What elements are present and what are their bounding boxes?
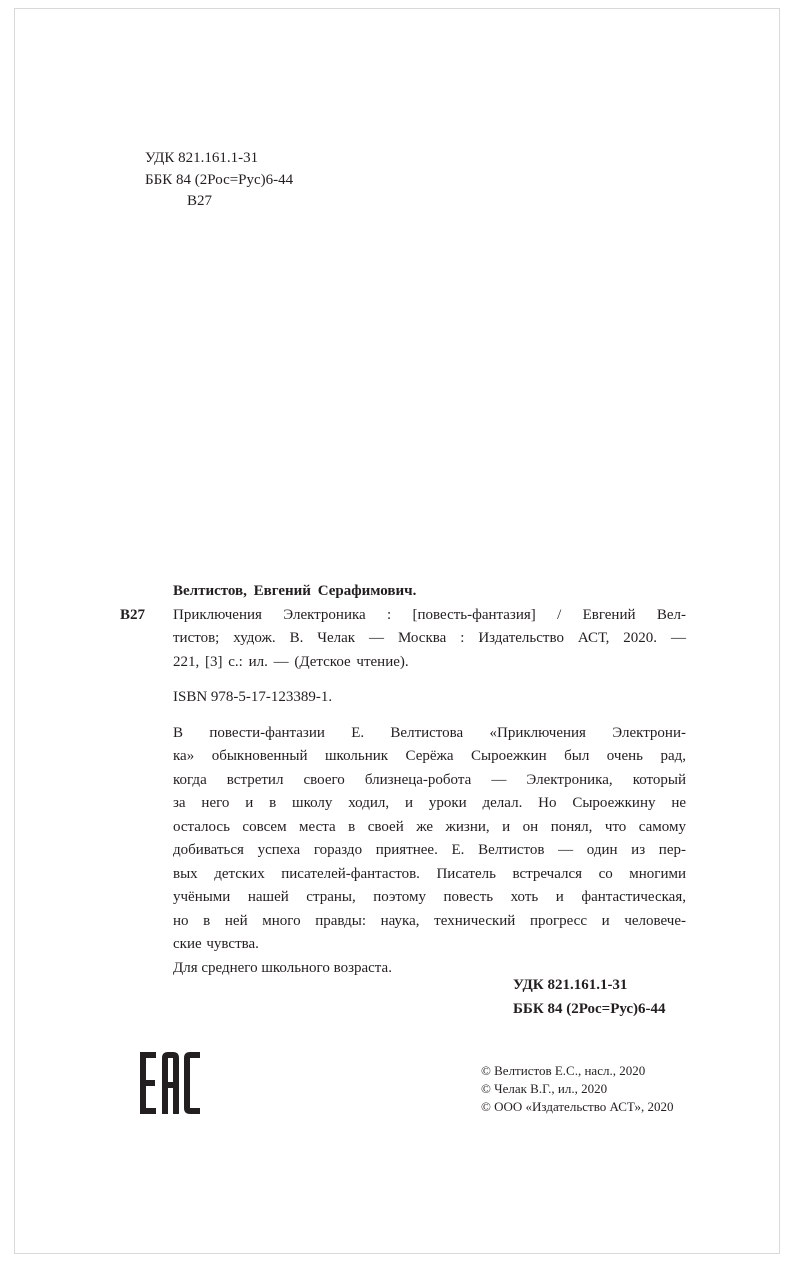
age-audience-note: Для среднего школьного возраста. <box>173 959 392 976</box>
copyright-notices <box>481 1062 674 1116</box>
copyright-line: © Велтистов Е.С., насл., 2020 <box>481 1063 646 1078</box>
annotation-line: но в ней много правды: наука, технический прогресс и человече- <box>173 912 686 929</box>
annotation-line: осталось совсем места в своей же жизни, и он понял, что самому <box>173 818 686 835</box>
bottom-udk-code: УДК 821.161.1-31 <box>513 977 628 993</box>
description-line: 221, [3] с.: ил. — (Детское чтение). <box>173 653 409 670</box>
isbn: ISBN 978-5-17-123389-1. <box>173 689 333 705</box>
top-author-mark: В27 <box>187 193 213 209</box>
description-line <box>120 604 686 628</box>
bottom-bbk-code: ББК 84 (2Рос=Рус)6-44 <box>513 1000 666 1017</box>
top-classification-codes <box>145 148 293 213</box>
annotation-line: добиваться успеха гораздо приятнее. Е. Велтистов — один из пер- <box>173 842 686 858</box>
bottom-classification-codes <box>513 974 666 1021</box>
author-mark: В27 <box>120 606 146 623</box>
top-bbk-code: ББК 84 (2Рос=Рус)6-44 <box>145 171 294 188</box>
annotation-line: за него и в школу ходил, и уроки делал. Но Сыроежкину не <box>173 795 686 811</box>
annotation-line: когда встретил своего близнеца-робота — Электроника, который <box>173 771 686 788</box>
bibliographic-record <box>120 580 686 980</box>
annotation-line: В повести-фантазии Е. Велтистова «Приключения Электрони- <box>173 724 686 741</box>
description-text: Приключения Электроника : [повесть-фантазия] / Евгений Вел- <box>173 606 686 623</box>
eac-certification-icon <box>140 1052 200 1114</box>
copyright-line: © Челак В.Г., ил., 2020 <box>481 1081 608 1096</box>
annotation-line: учёными нашей страны, поэтому повесть хоть и фантастическая, <box>173 889 686 905</box>
author-heading: Велтистов, Евгений Серафимович. <box>173 583 417 599</box>
annotation-line: ские чувства. <box>173 936 259 952</box>
copyright-line: © ООО «Издательство АСТ», 2020 <box>481 1099 674 1114</box>
top-udk-code: УДК 821.161.1-31 <box>145 150 259 166</box>
annotation <box>120 722 686 957</box>
annotation-line: ка» обыкновенный школьник Серёжа Сыроежкин был очень рад, <box>173 748 686 764</box>
description-line: тистов; худож. В. Челак — Москва : Издательство АСТ, 2020. — <box>173 630 686 646</box>
annotation-line: вых детских писателей-фантастов. Писатель встречался со многими <box>173 865 686 882</box>
